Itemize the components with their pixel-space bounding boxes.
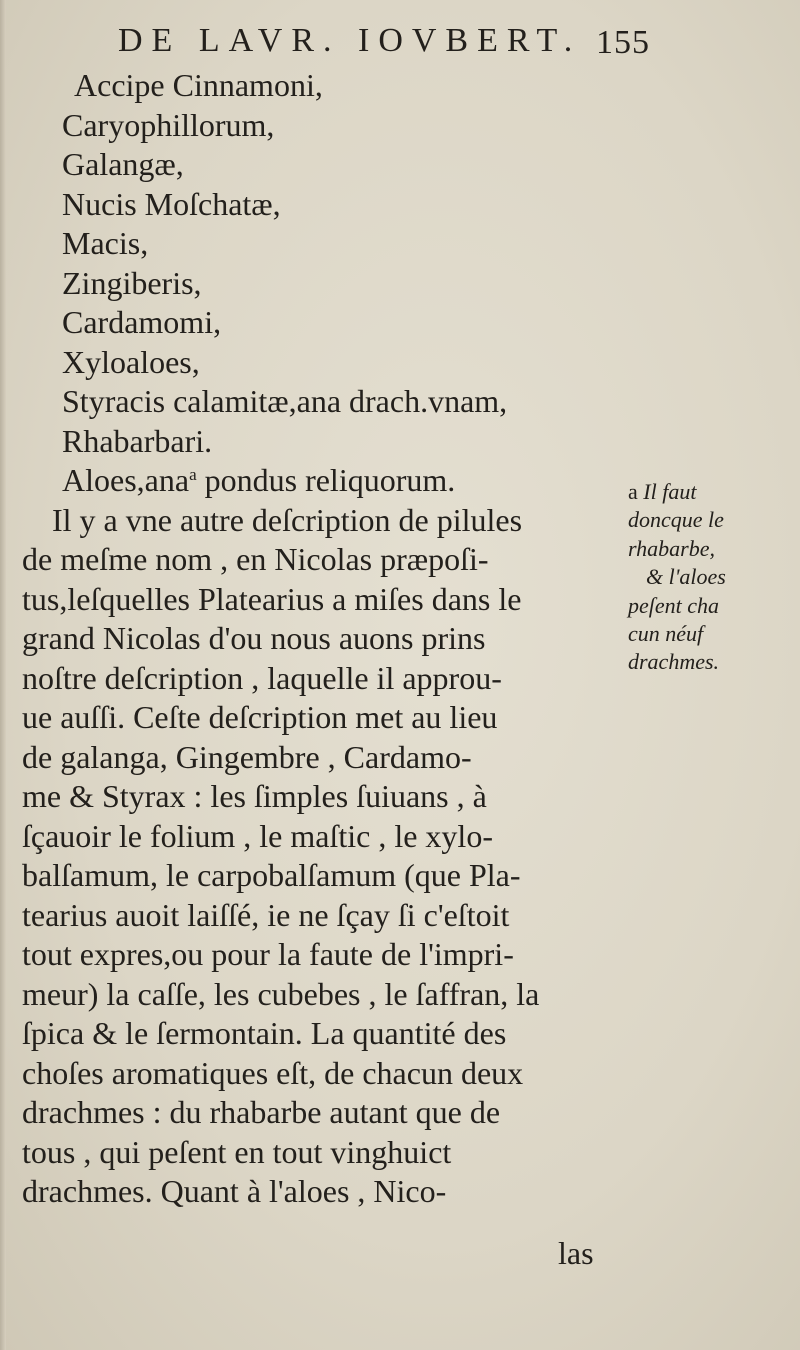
text-line: Rhabarbari. (62, 422, 213, 459)
body-text (22, 66, 642, 1212)
marginal-note-line: cun néuf (628, 620, 704, 646)
text-line (22, 461, 642, 501)
text-line: Styracis calamitæ,ana drach.vnam, (62, 383, 508, 419)
marginal-note (628, 478, 798, 677)
text-line: de meſme nom , en Nicolas præpoſi- (22, 541, 489, 577)
text-line: Il y a vne autre deſcription de pilules (52, 501, 523, 538)
text-line: Accipe Cinnamoni, (74, 67, 323, 103)
marginal-note-line: rhabarbe, (628, 535, 715, 561)
text-line: noſtre deſcription , laquelle il approu- (22, 659, 502, 696)
text-line: Galangæ, (62, 146, 184, 182)
marginal-note-marker: a (628, 479, 638, 504)
text-line: me & Styrax : les ſimples ſuiuans , à (22, 778, 487, 814)
marginal-note-line: peſent cha (628, 592, 720, 618)
text-line: Cardamomi, (62, 304, 222, 340)
aloes-text-rest: pondus reliquorum. (204, 462, 456, 498)
text-line: Nucis Moſchatæ, (62, 185, 281, 222)
text-line: tearius auoit laiſſé, ie ne ſçay ſi c'eſtoit (22, 896, 510, 933)
marginal-note-text: Il faut (643, 479, 697, 504)
text-line: balſamum, le carpobalſamum (que Pla- (22, 857, 521, 893)
running-head-title: DE LAVR. IOVBERT. (118, 22, 582, 59)
catchword: las (558, 1235, 594, 1271)
page-gutter-shadow (0, 0, 6, 1350)
text-line: choſes aromatiques eſt, de chacun deux (22, 1054, 524, 1091)
text-line: tous , qui peſent en tout vinghuict (22, 1133, 452, 1170)
text-line: ſpica & le ſermontain. La quantité des (22, 1015, 507, 1051)
marginal-note-line: drachmes. (628, 649, 720, 675)
text-line: meur) la caſſe, les cubebes , le ſaffran, la (22, 975, 540, 1012)
aloes-text: Aloes,ana (62, 462, 190, 498)
text-line: drachmes : du rhabarbe autant que de (22, 1094, 501, 1130)
text-line: tout expres,ou pour la faute de l'impri- (22, 936, 514, 972)
text-line: grand Nicolas d'ou nous auons prins (22, 620, 486, 656)
text-line: drachmes. Quant à l'aloes , Nico- (22, 1173, 447, 1209)
marginal-note-line (628, 478, 798, 506)
text-line: ue auſſi. Ceſte deſcription met au lieu (22, 699, 498, 735)
text-line: de galanga, Gingembre , Cardamo- (22, 738, 472, 775)
marginal-note-line: doncque le (628, 507, 724, 533)
marginal-note-line: & l'aloes (646, 564, 726, 590)
note-marker: a (189, 465, 197, 484)
text-line: Xyloaloes, (62, 343, 200, 380)
running-head (118, 22, 678, 62)
text-line: Caryophillorum, (62, 106, 275, 143)
page-number: 155 (596, 24, 650, 61)
text-line: tus,leſquelles Platearius a miſes dans le (22, 580, 522, 617)
text-line: Macis, (62, 225, 149, 261)
text-line: Zingiberis, (62, 264, 202, 301)
text-line: ſçauoir le folium , le maſtic , le xylo- (22, 817, 493, 854)
